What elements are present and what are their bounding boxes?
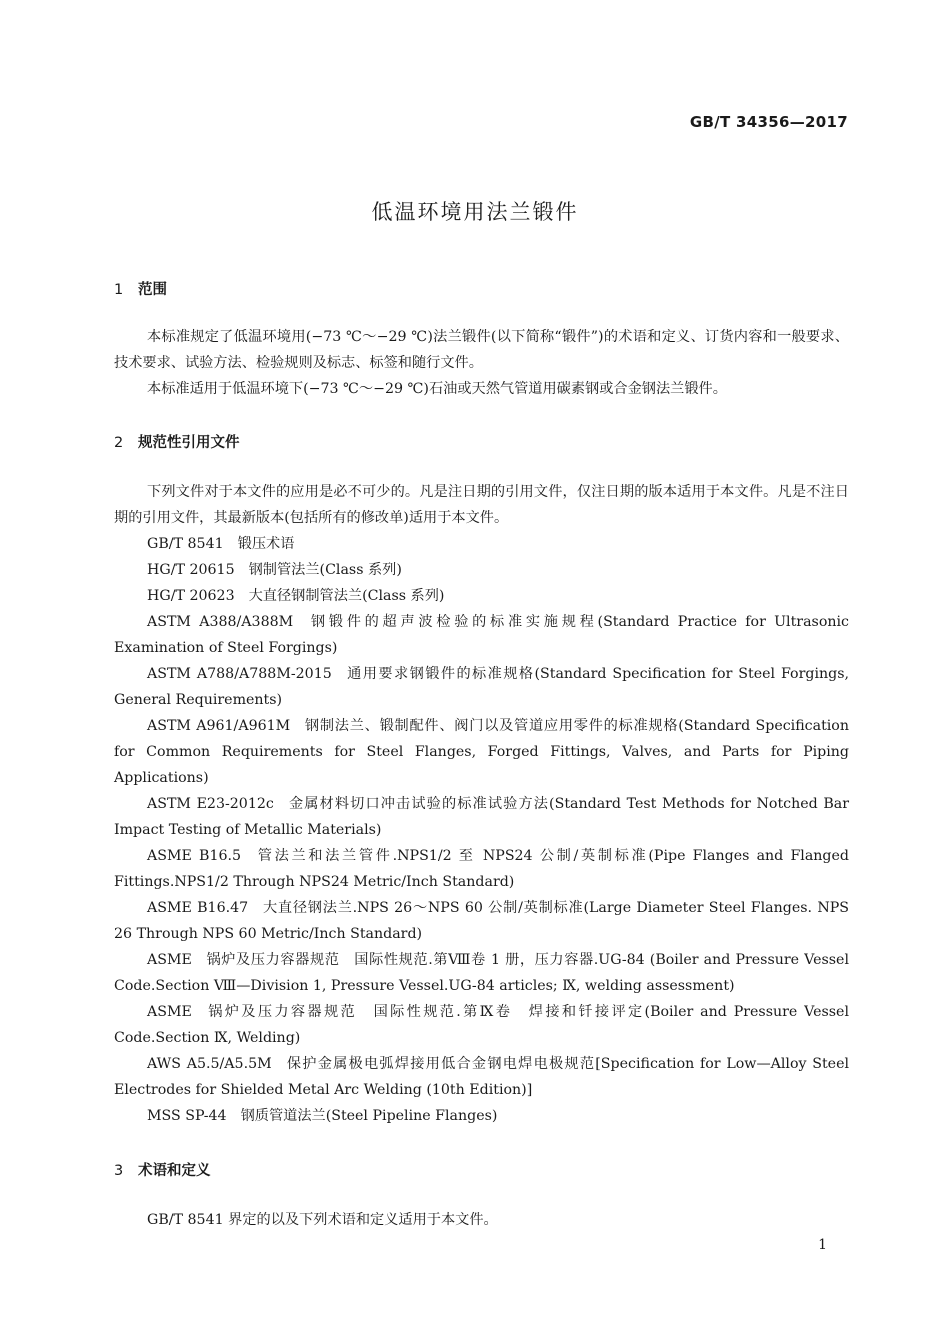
page-number: 1 [818,1237,827,1253]
reference-text: 保护金属极电弧焊接用低合金钢电焊电极规范[Specification for Low—Alloy Steel Electrodes for Shielded Metal Arc Welding (10th Edition)] [114,1056,849,1098]
reference-code: AWS A5.5/A5.5M [147,1056,272,1072]
reference-item [114,1051,849,1103]
reference-item [114,557,849,583]
reference-code: ASME [147,1004,192,1020]
reference-code: ASTM A961/A961M [147,718,291,734]
reference-code: ASME B16.5 [147,848,242,864]
reference-code: HG/T 20623 [147,588,235,604]
reference-item [114,609,849,661]
section-number: 3 [114,1163,124,1179]
document-title: 低温环境用法兰锻件 [371,200,579,224]
section-heading-references [114,431,240,452]
reference-text: 管法兰和法兰管件.NPS1/2 至 NPS24 公制/英制标准(Pipe Flanges and Flanged Fittings.NPS1/2 Through NPS24 Metric/Inch Standard) [114,848,849,890]
section-heading-terms [114,1159,211,1180]
reference-item [114,661,849,713]
reference-code: HG/T 20615 [147,562,235,578]
reference-text: 钢锻件的超声波检验的标准实施规程(Standard Practice for Ultrasonic Examination of Steel Forgings) [114,614,849,656]
reference-code: ASTM E23-2012c [147,796,274,812]
section-number: 1 [114,282,124,298]
section-heading-scope [114,278,167,299]
reference-code: ASME [147,952,192,968]
reference-text: 钢制管法兰(Class 系列) [248,562,402,578]
scope-paragraph-1: 本标准规定了低温环境用(−73 ℃～−29 ℃)法兰锻件(以下简称“锻件”)的术语和定义、订货内容和一般要求、技术要求、试验方法、检验规则及标志、标签和随行文件。 [114,329,849,371]
standard-number: GB/T 34356—2017 [689,113,848,131]
reference-item [114,791,849,843]
reference-item [114,583,849,609]
reference-item [114,947,849,999]
terms-intro: GB/T 8541 界定的以及下列术语和定义适用于本文件。 [147,1212,498,1228]
reference-item [114,713,849,791]
reference-code: MSS SP-44 [147,1108,227,1124]
reference-text: 金属材料切口冲击试验的标准试验方法(Standard Test Methods for Notched Bar Impact Testing of Metallic Materials) [114,796,849,838]
reference-text: 锅炉及压力容器规范 国际性规范.第Ⅷ卷 1 册，压力容器.UG-84 (Boiler and Pressure Vessel Code.Section Ⅷ—Division 1, Pressure Vessel.UG-84 articles; Ⅸ, welding assessment) [114,952,849,994]
reference-code: ASME B16.47 [147,900,249,916]
reference-item [114,1103,849,1129]
reference-code: GB/T 8541 [147,536,224,552]
reference-item [114,999,849,1051]
references-intro: 下列文件对于本文件的应用是必不可少的。凡是注日期的引用文件，仅注日期的版本适用于本文件。凡是不注日期的引用文件，其最新版本(包括所有的修改单)适用于本文件。 [114,484,849,526]
reference-item [114,531,849,557]
scope-paragraph-2: 本标准适用于低温环境下(−73 ℃～−29 ℃)石油或天然气管道用碳素钢或合金钢法兰锻件。 [147,381,727,397]
reference-code: ASTM A388/A388M [147,614,294,630]
reference-code: ASTM A788/A788M-2015 [147,666,332,682]
section-title: 术语和定义 [138,1163,211,1179]
section-title: 范围 [138,282,167,298]
reference-text: 锅炉及压力容器规范 国际性规范.第Ⅸ卷 焊接和钎接评定(Boiler and Pressure Vessel Code.Section Ⅸ, Welding) [114,1004,849,1046]
section-title: 规范性引用文件 [138,435,240,451]
reference-text: 钢质管道法兰(Steel Pipeline Flanges) [240,1108,498,1124]
reference-text: 钢制法兰、锻制配件、阀门以及管道应用零件的标准规格(Standard Specification for Common Requirements for Steel Flanges, Forged Fittings, Valves, and Parts for Piping Applications) [114,718,849,786]
reference-text: 锻压术语 [237,536,295,552]
reference-text: 大直径钢法兰.NPS 26～NPS 60 公制/英制标准(Large Diameter Steel Flanges. NPS 26 Through NPS 60 Metric/Inch Standard) [114,900,849,942]
section-number: 2 [114,435,124,451]
reference-item [114,895,849,947]
reference-item [114,843,849,895]
reference-text: 通用要求钢锻件的标准规格(Standard Specification for Steel Forgings, General Requirements) [114,666,849,708]
reference-text: 大直径钢制管法兰(Class 系列) [248,588,445,604]
